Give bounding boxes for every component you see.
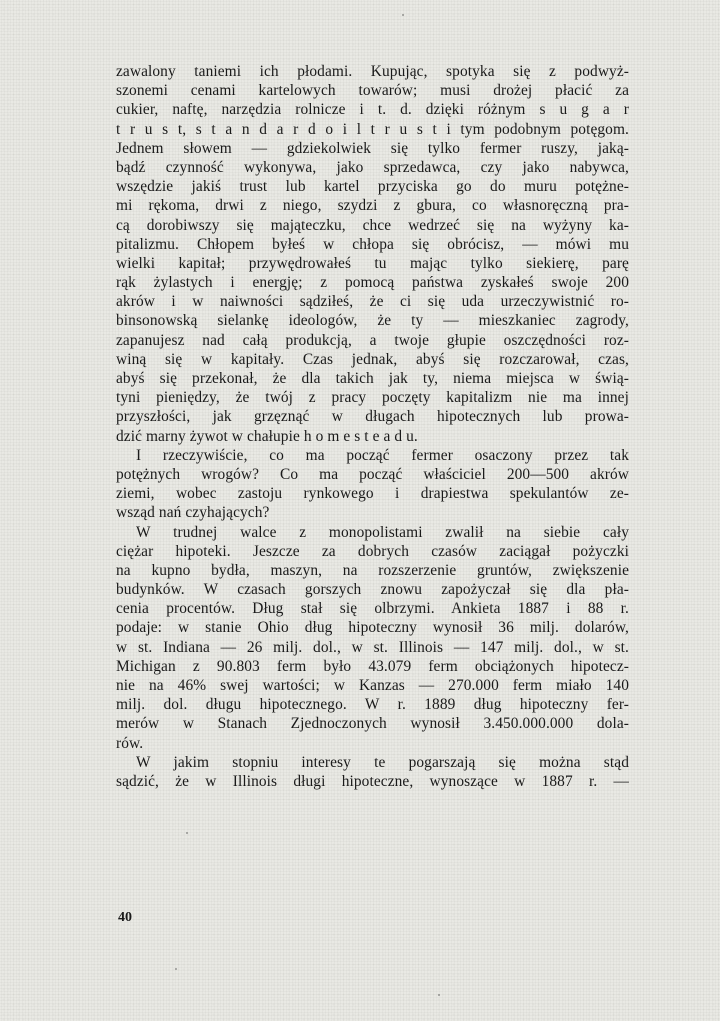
text-line: potężnych wrogów? Co ma począć właściciel 200—500 akrów	[116, 465, 629, 483]
text-line: nie na 46% swej wartości; w Kanzas — 270.000 ferm miało 140	[116, 677, 629, 694]
text-line: abyś się przekonał, że dla takich jak ty, niema miejsca w świą-	[116, 370, 629, 387]
text-line: dzić marny żywot w chałupie h o m e s t e a d u.	[116, 427, 418, 445]
text-line: podaje: w stanie Ohio dług hipoteczny wynosił 36 milj. dolarów,	[116, 619, 629, 637]
text-line: tyni pieniędzy, że twój z pracy poczęty kapitalizm nie ma innej	[116, 389, 629, 407]
text-line: budynków. W czasach gorszych znowu zapożyczał się dla pła-	[116, 581, 629, 599]
paragraph-start-line: I rzeczywiście, co ma począć fermer osaczony przez tak	[136, 446, 629, 464]
text-line: sądzić, że w Illinois długi hipoteczne, wynoszące w 1887 r. —	[116, 772, 629, 790]
body-text	[116, 62, 629, 791]
text-line: rów.	[116, 734, 144, 752]
text-line: szonemi cenami kartelowych towarów; musi drożej płacić za	[116, 82, 629, 100]
text-line: wielki kapitał; przywędrowałeś tu mając tylko siekierę, parę	[116, 254, 629, 272]
text-line: t r u s t, s t a n d a r d o i l t r u s t i tym podobnym potęgom.	[116, 120, 629, 138]
page-number: 40	[118, 910, 132, 925]
text-line: binsonowską sielankę ideologów, że ty — mieszkaniec zagrody,	[116, 312, 629, 330]
text-line: zapanujesz nad całą produkcją, a twoje głupie oszczędności roz-	[116, 331, 629, 349]
text-line: cenia procentów. Dług stał się olbrzymi. Ankieta 1887 i 88 r.	[116, 600, 629, 618]
paper-speck	[175, 968, 177, 970]
text-line: bądź czynność wykonywa, jako sprzedawca, czy jako nabywca,	[116, 158, 629, 176]
text-line: merów w Stanach Zjednoczonych wynosił 3.450.000.000 dola-	[116, 715, 629, 733]
text-line: ciężar hipoteki. Jeszcze za dobrych czasów zaciągał pożyczki	[116, 542, 629, 560]
paragraph-start-line: W trudnej walce z monopolistami zwalił na siebie cały	[136, 523, 629, 541]
text-line: wsząd nań czyhających?	[116, 504, 270, 522]
paper-speck	[402, 14, 404, 16]
text-line: winą się w kapitały. Czas jednak, abyś się rozczarował, czas,	[116, 350, 629, 368]
text-line: zawalony taniemi ich płodami. Kupując, spotyka się z podwyż-	[116, 63, 629, 80]
text-line: pitalizmu. Chłopem byłeś w chłopa się obrócisz, — mówi mu	[116, 235, 629, 253]
text-line: cukier, naftę, narzędzia rolnicze i t. d. dzięki różnym s u g a r	[116, 101, 629, 119]
text-line: ziemi, wobec zastoju rynkowego i drapiestwa spekulantów ze-	[116, 485, 629, 503]
text-line: mi rękoma, drwi z niego, szydzi z gbura, co własnoręczną pra-	[116, 197, 629, 215]
paper-speck	[186, 832, 188, 834]
text-line: przyszłości, jak grzęznąć w długach hipotecznych lub prowa-	[116, 408, 629, 426]
text-line: akrów i w naiwności sądziłeś, że ci się uda urzeczywistnić ro-	[116, 293, 629, 311]
paper-speck	[438, 994, 440, 996]
text-line: na kupno bydła, maszyn, na rozszerzenie gruntów, zwiększenie	[116, 561, 629, 579]
text-line: cą dorobiwszy się mająteczku, chce wedrzeć się na wyżyny ka-	[116, 216, 629, 234]
text-line: Jednem słowem — gdziekolwiek się tylko fermer ruszy, jaką-	[116, 139, 629, 157]
text-line: milj. dol. długu hipotecznego. W r. 1889 dług hipoteczny fer-	[116, 696, 629, 714]
text-line: Michigan z 90.803 ferm było 43.079 ferm obciążonych hipotecz-	[116, 657, 629, 675]
text-line: w st. Indiana — 26 milj. dol., w st. Illinois — 147 milj. dol., w st.	[116, 638, 629, 656]
text-line: rąk żylastych i energję; z pomocą państwa zyskałeś swoje 200	[116, 274, 629, 292]
text-line: wszędzie jakiś trust lub kartel przyciska go do muru potężne-	[116, 178, 629, 196]
paragraph-start-line: W jakim stopniu interesy te pogarszają się można stąd	[136, 753, 629, 771]
